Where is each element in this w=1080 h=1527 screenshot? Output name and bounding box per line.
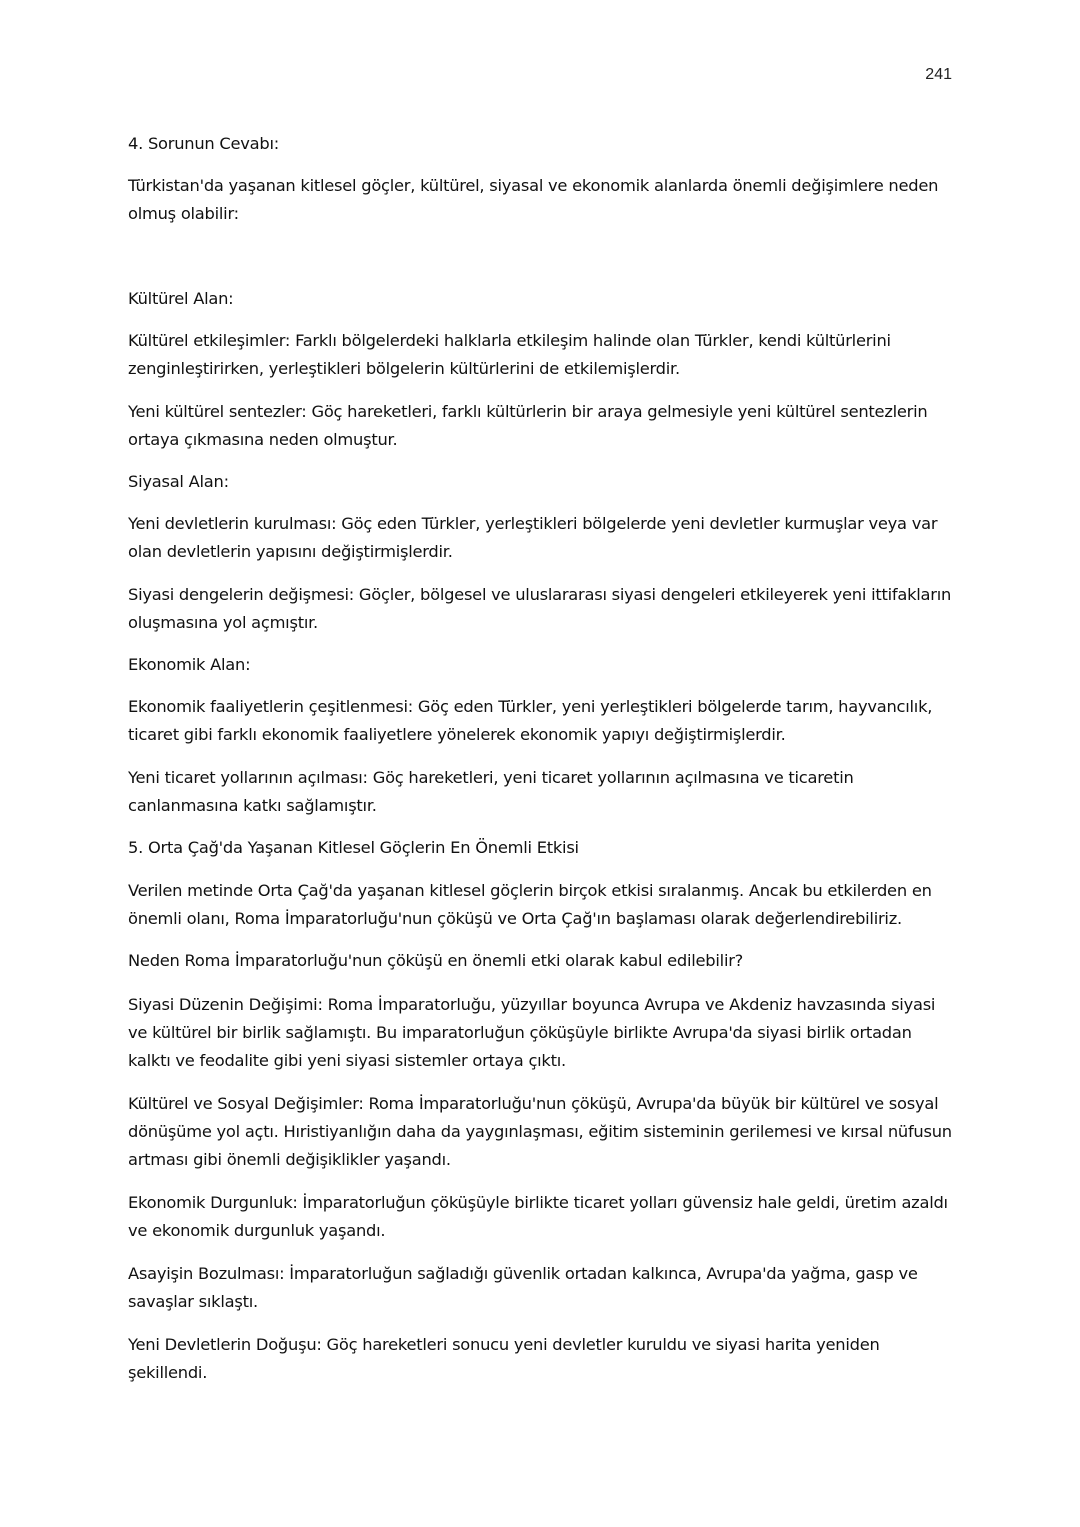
page-number: 241 <box>925 66 952 83</box>
cultural-syntheses-paragraph: Yeni kültürel sentezler: Göç hareketleri, farklı kültürlerin bir araya gelmesiyle yeni kültürel sentezlerin ortaya çıkmasına neden olmuştur. <box>128 402 928 449</box>
trade-routes-paragraph: Yeni ticaret yollarının açılması: Göç hareketleri, yeni ticaret yollarının açılmasına ve ticaretin canlanmasına katkı sağlamıştır. <box>128 768 854 815</box>
public-order-paragraph: Asayişin Bozulması: İmparatorluğun sağladığı güvenlik ortadan kalkınca, Avrupa'da yağma, gasp ve savaşlar sıklaştı. <box>128 1264 918 1311</box>
new-states-birth-paragraph: Yeni Devletlerin Doğuşu: Göç hareketleri sonucu yeni devletler kuruldu ve siyasi harita yeniden şekillendi. <box>128 1335 880 1382</box>
question-5-intro: Verilen metinde Orta Çağ'da yaşanan kitlesel göçlerin birçok etkisi sıralanmış. Ancak bu etkilerden en önemli olanı, Roma İmparatorluğu'nun çöküşü ve Orta Çağ'ın başlaması olarak değerlendirebiliriz. <box>128 881 932 928</box>
question-4-heading: 4. Sorunun Cevabı: <box>128 134 279 153</box>
economic-stagnation-paragraph: Ekonomik Durgunluk: İmparatorluğun çöküşüyle birlikte ticaret yolları güvensiz hale geldi, üretim azaldı ve ekonomik durgunluk yaşandı. <box>128 1193 948 1240</box>
political-balance-paragraph: Siyasi dengelerin değişmesi: Göçler, bölgesel ve uluslararası siyasi dengeleri etkileyerek yeni ittifakların oluşmasına yol açmıştır. <box>128 585 952 632</box>
cultural-interactions-paragraph: Kültürel etkileşimler: Farklı bölgelerdeki halklarla etkileşim halinde olan Türkler, kendi kültürlerini zenginleştirirken, yerleştikleri bölgelerin kültürlerini de etkilemişlerdir. <box>128 331 891 378</box>
question-5-heading: 5. Orta Çağ'da Yaşanan Kitlesel Göçlerin En Önemli Etkisi <box>128 838 579 857</box>
political-section-heading: Siyasal Alan: <box>128 472 229 491</box>
document-body <box>128 130 958 1387</box>
cultural-section-heading: Kültürel Alan: <box>128 289 234 308</box>
new-states-paragraph: Yeni devletlerin kurulması: Göç eden Türkler, yerleştikleri bölgelerde yeni devletler kurmuşlar veya var olan devletlerin yapısını değiştirmişlerdir. <box>128 514 938 561</box>
economic-diversification-paragraph: Ekonomik faaliyetlerin çeşitlenmesi: Göç eden Türkler, yeni yerleştikleri bölgelerde tarım, hayvancılık, ticaret gibi farklı ekonomik faaliyetlere yönelerek ekonomik yapıyı değiştirmişlerdir. <box>128 697 933 744</box>
political-order-paragraph: Siyasi Düzenin Değişimi: Roma İmparatorluğu, yüzyıllar boyunca Avrupa ve Akdeniz havzasında siyasi ve kültürel bir birlik sağlamıştı. Bu imparatorluğun çöküşüyle birlikte Avrupa'da siyasi birlik ortadan kalktı ve feodalite gibi yeni siyasi sistemler ortaya çıktı. <box>128 995 936 1070</box>
question-4-intro: Türkistan'da yaşanan kitlesel göçler, kültürel, siyasal ve ekonomik alanlarda önemli değişimlere neden olmuş olabilir: <box>128 176 939 223</box>
economic-section-heading: Ekonomik Alan: <box>128 655 251 674</box>
cultural-social-paragraph: Kültürel ve Sosyal Değişimler: Roma İmparatorluğu'nun çöküşü, Avrupa'da büyük bir kültürel ve sosyal dönüşüme yol açtı. Hıristiyanlığın daha da yaygınlaşması, eğitim sisteminin gerilemesi ve kırsal nüfusun artması gibi önemli değişiklikler yaşandı. <box>128 1094 952 1169</box>
question-5-question: Neden Roma İmparatorluğu'nun çöküşü en önemli etki olarak kabul edilebilir? <box>128 951 744 970</box>
